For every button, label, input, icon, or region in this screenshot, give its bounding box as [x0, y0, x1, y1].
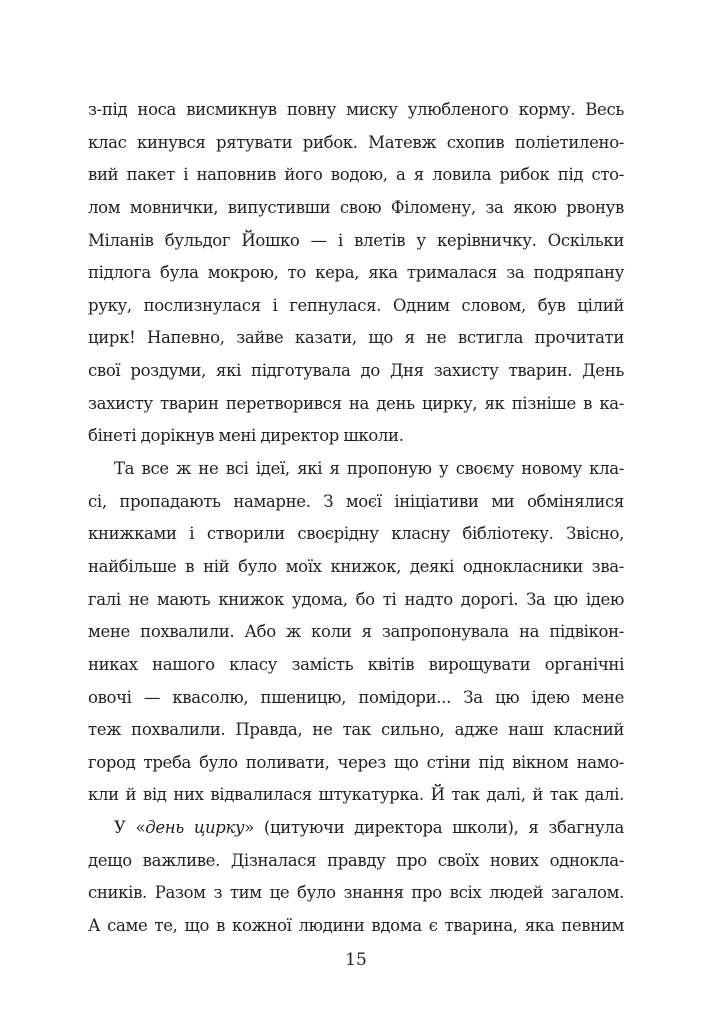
text-line: Міланів бульдог Йошко — і влетів у керівничку. Оскільки — [88, 230, 624, 250]
page-number: 15 — [345, 950, 367, 970]
text-line: мене похвалили. Або ж коли я запропонувала на підвікон- — [88, 622, 624, 642]
text-line: цирк! Напевно, зайве казати, що я не встигла прочитати — [88, 328, 624, 348]
paragraph-start-line: Та все ж не всі ідеї, які я пропоную у своєму новому кла- — [114, 459, 624, 479]
paragraph-start-line — [88, 812, 624, 845]
text-line: галі не мають книжок удома, бо ті надто дорогі. За цю ідею — [88, 589, 624, 609]
text-line: город треба було поливати, через що стіни під вікном намо- — [88, 752, 624, 772]
italic-quote: день цирку — [145, 818, 245, 838]
text-line: сі, пропадають намарне. З моєї ініціативи ми обмінялися — [88, 491, 624, 511]
text-line: найбільше в ній було моїх книжок, деякі однокласники зва- — [88, 556, 624, 576]
text-line: сників. Разом з тим це було знання про всіх людей загалом. — [88, 883, 624, 903]
text-line: підлога була мокрою, то кера, яка трималася за подряпану — [88, 263, 624, 283]
line-close-quote: » — [244, 818, 264, 838]
line-prefix: У « — [114, 818, 146, 838]
text-line: клас кинувся рятувати рибок. Матевж схопив поліетилено- — [88, 132, 624, 152]
text-line: лом мовнички, випустивши свою Філомену, за якою рвонув — [88, 197, 624, 217]
text-line: захисту тварин перетворився на день цирку, як пізніше в ка- — [88, 393, 624, 413]
text-line: кли й від них відвалилася штукатурка. Й так далі, й так далі. — [88, 785, 624, 805]
text-line: теж похвалили. Правда, не так сильно, адже наш класний — [88, 720, 624, 740]
text-line: вий пакет і наповнив його водою, а я ловила рибок під сто- — [88, 165, 624, 185]
text-line: дещо важливе. Дізналася правду про своїх нових однокла- — [88, 850, 624, 870]
text-line: руку, послизнулася і гепнулася. Одним словом, був цілий — [88, 295, 624, 315]
line-rest: (цитуючи директора школи), я збагнула — [263, 818, 624, 838]
text-line: книжками і створили своєрідну класну бібліотеку. Звісно, — [88, 524, 624, 544]
text-line: овочі — квасолю, пшеницю, помідори... За цю ідею мене — [88, 687, 624, 707]
paragraph-end-line: бінеті дорікнув мені директор школи. — [88, 426, 404, 446]
body-text — [88, 94, 624, 943]
text-line: свої роздуми, які підготувала до Дня захисту тварин. День — [88, 361, 624, 381]
text-line: никах нашого класу замість квітів вирощувати органічні — [88, 654, 624, 674]
text-line: А саме те, що в кожної людини вдома є тварина, яка певним — [88, 916, 624, 936]
text-line: з-під носа висмикнув повну миску улюбленого корму. Весь — [88, 100, 624, 119]
